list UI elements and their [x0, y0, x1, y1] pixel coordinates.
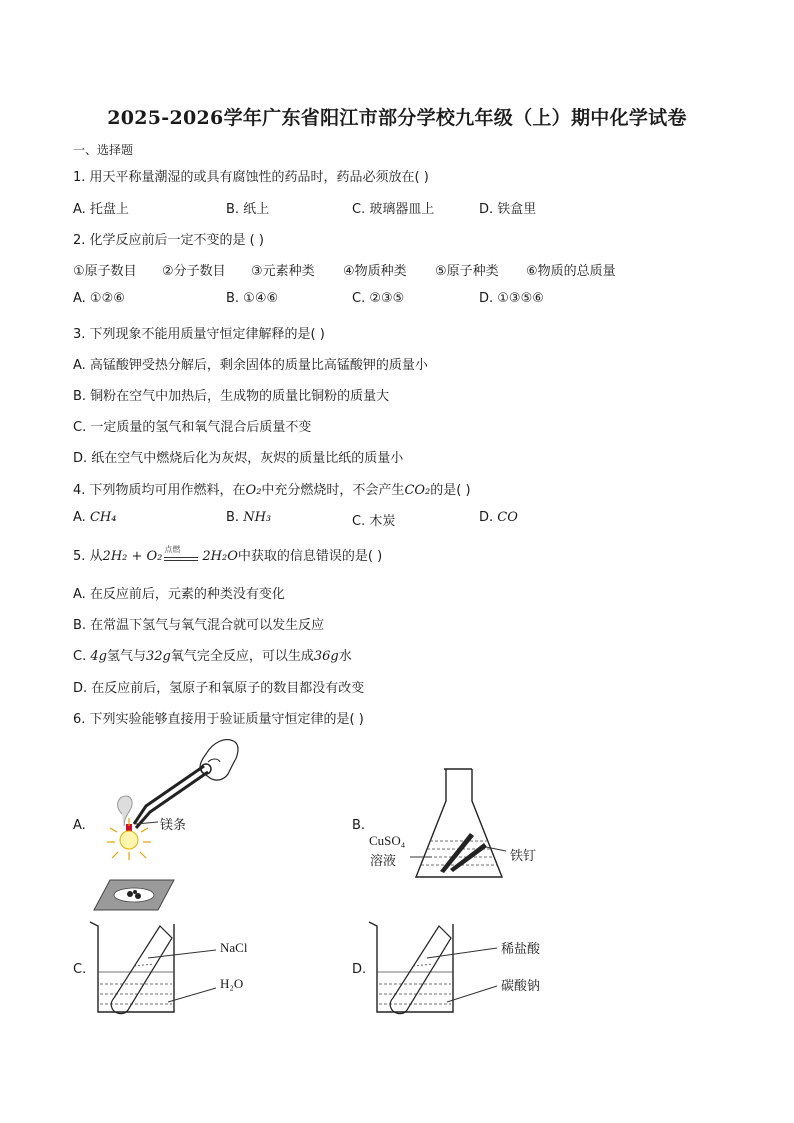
q5-equals-line	[164, 560, 198, 561]
residue-dot	[135, 893, 141, 899]
q6-b-label-iron-nail: 铁钉	[510, 849, 537, 864]
beaker-outline	[90, 922, 174, 1012]
q5-option-text: 氢气与	[106, 649, 146, 664]
q5-option-text: 水	[338, 649, 352, 664]
flame-icon	[120, 831, 138, 849]
q5-option-letter: C.	[73, 649, 91, 664]
q4-option-letter: A.	[73, 510, 90, 525]
q6-option-a-letter[interactable]: A.	[73, 818, 86, 833]
exam-title: 2025-2026学年广东省阳江市部分学校九年级（上）期中化学试卷	[107, 107, 687, 129]
q1-stem: 1. 用天平称量潮湿的或具有腐蚀性的药品时，药品必须放在( )	[73, 170, 429, 185]
tube-contents	[134, 964, 154, 966]
q2-stem: 2. 化学反应前后一定不变的是 ( )	[73, 233, 264, 248]
q4-option-b[interactable]	[226, 510, 271, 525]
q4-option-d[interactable]	[479, 510, 518, 525]
q5-mass-3: 36g	[313, 649, 339, 664]
section-heading: 一、选择题	[73, 143, 134, 157]
q5-option-a[interactable]: A. 在反应前后，元素的种类没有变化	[73, 587, 285, 602]
q4-option-letter: B.	[226, 510, 244, 525]
q2-option-c[interactable]: C. ②③⑤	[352, 291, 405, 306]
q3-option-b[interactable]: B. 铜粉在空气中加热后，生成物的质量比铜粉的质量大	[73, 389, 390, 404]
q5-option-c[interactable]	[73, 645, 352, 664]
residue-dish	[114, 888, 154, 902]
q5-option-b[interactable]: B. 在常温下氢气与氧气混合就可以发生反应	[73, 618, 325, 633]
q2-option-a[interactable]: A. ①②⑥	[73, 291, 125, 306]
q4-formula-co: CO	[497, 510, 518, 525]
conical-flask-figure	[410, 765, 510, 881]
label-pointer	[447, 986, 497, 1002]
q4-option-letter: D.	[479, 510, 498, 525]
q5-equation-right: 2H₂O	[202, 549, 238, 564]
q6-b-solution-label: CuSO₄	[369, 833, 406, 848]
q3-option-d[interactable]: D. 纸在空气中燃烧后化为灰烬，灰烬的质量比纸的质量小	[73, 451, 404, 466]
q5-stem-text: 5. 从	[73, 549, 103, 564]
q4-formula-ch4: CH₄	[89, 510, 117, 525]
q6-d-label-sodium-carbonate: 碳酸钠	[501, 979, 541, 994]
q5-stem	[73, 545, 382, 564]
q1-option-c[interactable]: C. 玻璃器皿上	[352, 202, 435, 217]
q4-formula-co2: CO₂	[404, 483, 431, 498]
q2-option-d[interactable]: D. ①③⑤⑥	[479, 291, 544, 306]
q6-stem: 6. 下列实验能够直接用于验证质量守恒定律的是( )	[73, 712, 364, 727]
beaker-hcl-figure	[367, 918, 499, 1016]
q4-stem-text: 的是( )	[430, 483, 471, 498]
q6-c-label-water: H₂O	[220, 976, 244, 991]
q4-option-c[interactable]: C. 木炭	[352, 514, 396, 529]
q5-equals-sign	[162, 544, 202, 564]
q4-stem-text: 中充分燃烧时，不会产生	[261, 483, 405, 498]
q2-item-6: ⑥物质的总质量	[526, 264, 616, 279]
q1-option-d[interactable]: D. 铁盒里	[479, 202, 537, 217]
q3-option-a[interactable]: A. 高锰酸钾受热分解后，剩余固体的质量比高锰酸钾的质量小	[73, 358, 428, 373]
q1-option-a[interactable]: A. 托盘上	[73, 202, 129, 217]
q5-option-text: 氧气完全反应，可以生成	[170, 649, 314, 664]
q3-option-c[interactable]: C. 一定质量的氢气和氧气混合后质量不变	[73, 420, 312, 435]
q2-item-4: ④物质种类	[343, 264, 407, 279]
q4-formula-nh3: NH₃	[243, 510, 272, 525]
q5-equation-left: 2H₂ + O₂	[102, 549, 163, 564]
q6-a-label-magnesium: 镁条	[160, 818, 187, 833]
label-pointer	[427, 948, 497, 958]
q1-option-b[interactable]: B. 纸上	[226, 202, 270, 217]
test-tube	[111, 926, 172, 1014]
q4-stem	[73, 479, 471, 498]
q3-stem: 3. 下列现象不能用质量守恒定律解释的是( )	[73, 327, 325, 342]
q6-option-b-letter[interactable]: B.	[352, 818, 366, 833]
q2-item-3: ③元素种类	[251, 264, 315, 279]
q6-b-solution-label: 溶液	[370, 854, 397, 869]
q2-item-5: ⑤原子种类	[435, 264, 499, 279]
q4-formula-o2: O₂	[245, 483, 262, 498]
q4-stem-text: 4. 下列物质均可用作燃料，在	[73, 483, 246, 498]
q2-item-1: ①原子数目	[73, 264, 137, 279]
beaker-outline	[369, 922, 453, 1012]
q5-condition: 点燃	[164, 544, 181, 554]
q6-option-d-letter[interactable]: D.	[352, 962, 367, 977]
tube-contents	[413, 964, 433, 966]
q6-d-label-dilute-hcl: 稀盐酸	[501, 942, 541, 957]
smoke-icon	[118, 796, 132, 826]
q2-item-2: ②分子数目	[162, 264, 226, 279]
residue-dot	[127, 891, 133, 897]
q5-equals-line	[164, 557, 198, 558]
q5-mass-1: 4g	[90, 649, 107, 664]
q5-stem-text: 中获取的信息错误的是( )	[237, 549, 383, 564]
label-pointer	[168, 988, 216, 1002]
q5-option-d[interactable]: D. 在反应前后，氢原子和氧原子的数目都没有改变	[73, 681, 365, 696]
q6-c-label-nacl: NaCl	[220, 940, 248, 955]
test-tube	[390, 926, 451, 1014]
beaker-nacl-figure	[88, 918, 218, 1016]
q5-mass-2: 32g	[145, 649, 171, 664]
residue-dot	[133, 890, 137, 894]
q4-option-a[interactable]	[73, 510, 116, 525]
q2-option-b[interactable]: B. ①④⑥	[226, 291, 279, 306]
flask-outline	[416, 769, 502, 877]
q6-option-c-letter[interactable]: C.	[73, 962, 87, 977]
label-pointer	[148, 950, 216, 958]
